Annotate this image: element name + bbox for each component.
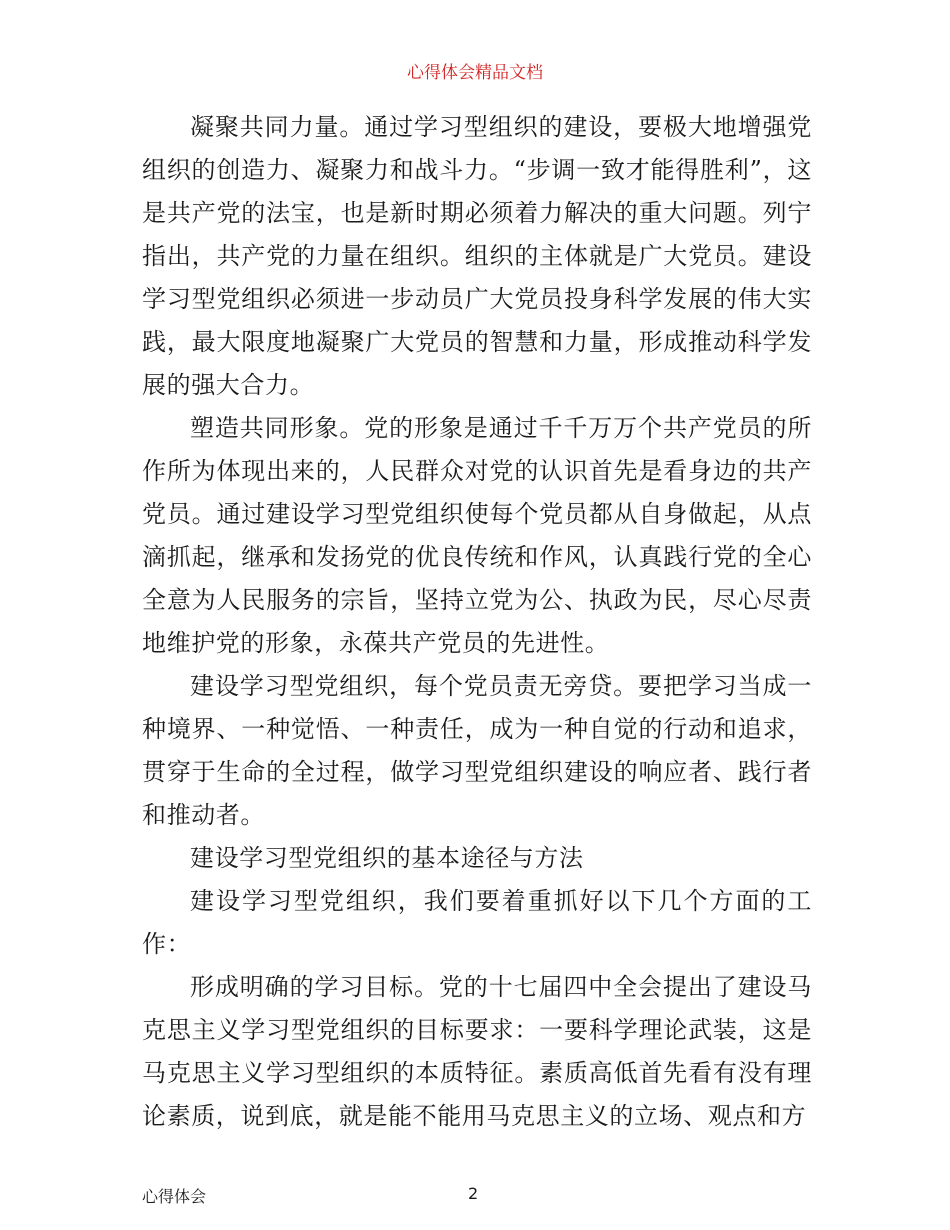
paragraph-3: 建设学习型党组织，每个党员责无旁贷。要把学习当成一种境界、一种觉悟、一种责任，成为一种自觉的行动和追求，贯穿于生命的全过程，做学习型党组织建设的响应者、践行者和推动者。	[142, 672, 812, 829]
paragraph-2: 塑造共同形象。党的形象是通过千千万万个共产党员的所作所为体现出来的，人民群众对党的认识首先是看身边的共产党员。通过建设学习型党组织使每个党员都从自身做起，从点滴抓起，继承和发扬党的优良传统和作风，认真践行党的全心全意为人民服务的宗旨，坚持立党为公、执政为民，尽心尽责地维护党的形象，永葆共产党员的先进性。	[142, 414, 812, 657]
paragraph-4: 建设学习型党组织，我们要着重抓好以下几个方面的工作：	[142, 887, 812, 958]
section-heading: 建设学习型党组织的基本途径与方法	[190, 844, 584, 872]
page-header-title: 心得体会精品文档	[407, 63, 543, 83]
footer-label: 心得体会	[142, 1187, 207, 1206]
page-number: 2	[468, 1184, 479, 1203]
paragraph-1: 凝聚共同力量。通过学习型组织的建设，要极大地增强党组织的创造力、凝聚力和战斗力。“步调一致才能得胜利”，这是共产党的法宝，也是新时期必须着力解决的重大问题。列宁指出，共产党的力量在组织。组织的主体就是广大党员。建设学习型党组织必须进一步动员广大党员投身科学发展的伟大实践，最大限度地凝聚广大党员的智慧和力量，形成推动科学发展的强大合力。	[142, 113, 812, 399]
document-body	[142, 106, 812, 1138]
paragraph-5: 形成明确的学习目标。党的十七届四中全会提出了建设马克思主义学习型党组织的目标要求：一要科学理论武装，这是马克思主义学习型组织的本质特征。素质高低首先看有没有理论素质，说到底，就是能不能用马克思主义的立场、观点和方	[142, 973, 812, 1130]
